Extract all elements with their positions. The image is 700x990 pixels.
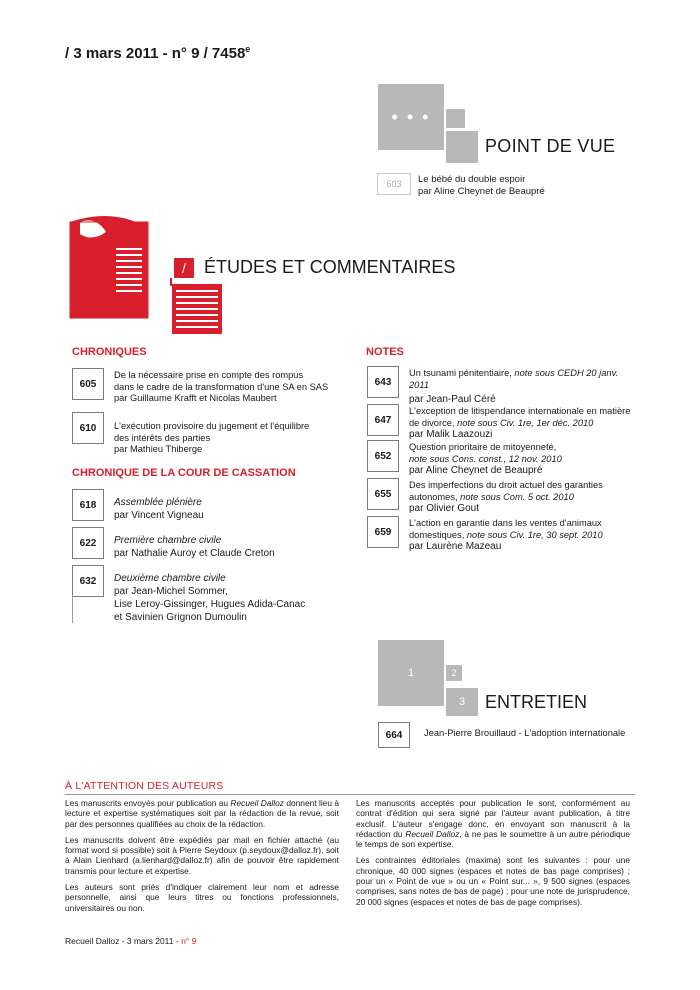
entry-author: par Jean-Michel Sommer, xyxy=(114,586,228,597)
page-number: 632 xyxy=(72,565,104,597)
point-de-vue-entry-author: par Aline Cheynet de Beaupré xyxy=(418,186,545,197)
entretien-entry-664[interactable] xyxy=(378,722,625,748)
entry-title: Des imperfections du droit actuel des garanties autonomes, xyxy=(409,480,603,502)
issue-header-sup: e xyxy=(245,44,251,54)
point-de-vue-medium-square xyxy=(446,131,478,163)
entry-author: par Laurène Mazeau xyxy=(409,541,502,552)
entretien-entry-text: Jean-Pierre Brouillaud - L'adoption internationale xyxy=(424,728,626,738)
entry-title-line: L'exécution provisoire du jugement et l'équilibre xyxy=(114,421,310,431)
point-de-vue-entry-title: Le bébé du double espoir xyxy=(418,174,526,185)
note-entry-647[interactable] xyxy=(367,404,641,441)
note-entry-643[interactable] xyxy=(367,366,629,406)
entry-title: L'exception de litispendance internationale en matière de divorce, xyxy=(409,406,631,428)
point-de-vue-title: POINT DE VUE xyxy=(485,136,616,156)
entretien-box-3 xyxy=(446,688,478,716)
chronique-entry-610[interactable] xyxy=(72,412,309,456)
entry-note: note sous Civ. 1re, 1er déc. 2010 xyxy=(457,417,594,428)
issue-header xyxy=(65,44,250,62)
attention-title: À L'ATTENTION DES AUTEURS xyxy=(65,780,224,792)
page-number: 643 xyxy=(367,366,399,398)
page-number: 647 xyxy=(367,404,399,436)
entry-chamber: Deuxième chambre civile xyxy=(114,573,226,584)
attention-rule xyxy=(65,794,635,795)
cassation-label: CHRONIQUE DE LA COUR DE CASSATION xyxy=(72,467,296,479)
entry-title: Un tsunami pénitentiaire, xyxy=(409,368,515,378)
attention-left-column xyxy=(65,798,339,919)
page-number: 618 xyxy=(72,489,104,521)
entry-author: par Nathalie Auroy et Claude Creton xyxy=(114,548,275,559)
entretien-box-2 xyxy=(446,665,462,681)
entry-author: par Vincent Vigneau xyxy=(114,510,204,521)
entry-chamber: Première chambre civile xyxy=(114,535,222,546)
entretien-title: ENTRETIEN xyxy=(485,692,588,712)
attention-paragraph: Les contraintes éditoriales (maxima) sont les suivantes : pour une chronique, 40 000 signes (espaces et notes de bas page comprises) ; pour un « Point de vue » ou un « Point sur... », 9 500 signes (espaces comprises, sans notes de bas de page) ; pour une note de jurisprudence, 20 000 signes (espaces et notes de bas de page comprises). xyxy=(356,855,630,907)
red-lines-icon xyxy=(172,284,222,334)
entry-author: par Aline Cheynet de Beaupré xyxy=(409,465,543,476)
entry-author: par Mathieu Thiberge xyxy=(114,444,203,454)
entry-title: L'action en garantie dans les ventes d'animaux domestiques, xyxy=(409,518,602,540)
issue-header-text: / 3 mars 2011 - n° 9 / 7458 xyxy=(65,45,246,62)
point-de-vue-icon xyxy=(378,84,444,150)
note-entry-652[interactable] xyxy=(367,440,641,477)
page-number: 659 xyxy=(367,516,399,548)
page-number: 655 xyxy=(367,478,399,510)
footer-issue: n° 9 xyxy=(181,936,197,946)
attention-paragraph: Les manuscrits doivent être expédiés par mail en fichier attaché (au format word si possible) soit à Pierre Seydoux (p.seydoux@dalloz.fr), soit à Alain Lienhard (a.lienhard@dalloz.fr) afin de pouvoir être rapidement transmis pour lecture et expertise. xyxy=(65,834,339,876)
note-entry-655[interactable] xyxy=(367,478,641,515)
entry-note: note sous Com. 5 oct. 2010 xyxy=(460,491,574,502)
entry-title-line: des intérêts des parties xyxy=(114,432,211,443)
entry-author: par Olivier Gout xyxy=(409,503,480,514)
attention-right-column xyxy=(356,798,630,913)
box-label: 3 xyxy=(458,696,466,708)
point-de-vue-entry[interactable] xyxy=(418,174,545,198)
entry-author: et Savinien Grignon Dumoulin xyxy=(114,612,247,623)
entry-author: par Guillaume Krafft et Nicolas Maubert xyxy=(114,393,277,403)
attention-paragraph: Les manuscrits acceptés pour publication le sont, conformément au contrat d'édition qui sera signé par l'auteur avant publication, à titre exclusif. L'auteur s'engage donc, en envoyant son manuscrit à la rédaction du Recueil Dalloz, à ne pas le soumettre à un autre périodique le temps de son expertise. xyxy=(356,798,630,850)
etudes-title: ÉTUDES ET COMMENTAIRES xyxy=(204,257,456,277)
notes-label: NOTES xyxy=(366,346,404,358)
box-label: 2 xyxy=(451,668,457,678)
red-document-stack-icon xyxy=(66,214,176,334)
entretien-box-1 xyxy=(378,640,444,706)
dots-label: • • • xyxy=(391,106,431,127)
entry-chamber: Assemblée plénière xyxy=(114,497,202,508)
cassation-entry-632[interactable] xyxy=(72,565,305,624)
attention-paragraph: Les auteurs sont priés d'indiquer clairement leur nom et adresse personnelle, ainsi que leurs titres ou fonctions professionnels, universitaires ou non. xyxy=(65,882,339,913)
page-number: 664 xyxy=(378,722,410,748)
box-label: 1 xyxy=(407,667,415,679)
chronique-entry-605[interactable] xyxy=(72,368,328,405)
footer-text: Recueil Dalloz - 3 mars 2011 - xyxy=(65,936,182,946)
cassation-entry-622[interactable] xyxy=(72,527,275,560)
attention-paragraph: Les manuscrits envoyés pour publication au Recueil Dalloz donnent lieu à lecture et expertise systématiques soit par la rédaction de la revue, soit par des personnes qualifiées au choix de la rédaction. xyxy=(65,798,340,829)
entry-rule xyxy=(72,595,73,623)
page-number: 622 xyxy=(72,527,104,559)
entry-title: Question prioritaire de mitoyenneté, xyxy=(409,442,557,452)
cassation-entry-618[interactable] xyxy=(72,489,204,522)
entry-author: Lise Leroy-Gissinger, Hugues Adida-Canac xyxy=(114,599,306,610)
etudes-slash-badge: / xyxy=(174,258,194,278)
note-entry-659[interactable] xyxy=(367,516,641,553)
entry-author: par Jean-Paul Céré xyxy=(409,394,496,405)
entry-note: note sous CEDH 20 janv. 2011 xyxy=(409,368,619,390)
page-number: 652 xyxy=(367,440,399,472)
chroniques-label: CHRONIQUES xyxy=(72,346,147,358)
entry-note: note sous Cons. const., 12 nov. 2010 xyxy=(409,453,562,464)
page-number: 605 xyxy=(72,368,104,400)
point-de-vue-small-square xyxy=(446,109,465,128)
entry-author: par Malik Laazouzi xyxy=(409,429,493,440)
entry-title-line: De la nécessaire prise en compte des rompus xyxy=(114,370,304,380)
point-de-vue-page-number[interactable]: 603 xyxy=(377,173,411,195)
entry-title-line: dans le cadre de la transformation d'une SA en SAS xyxy=(114,381,329,392)
entry-note: note sous Civ. 1re, 30 sept. 2010 xyxy=(466,529,603,540)
page-number: 610 xyxy=(72,412,104,444)
page-footer xyxy=(65,936,196,946)
